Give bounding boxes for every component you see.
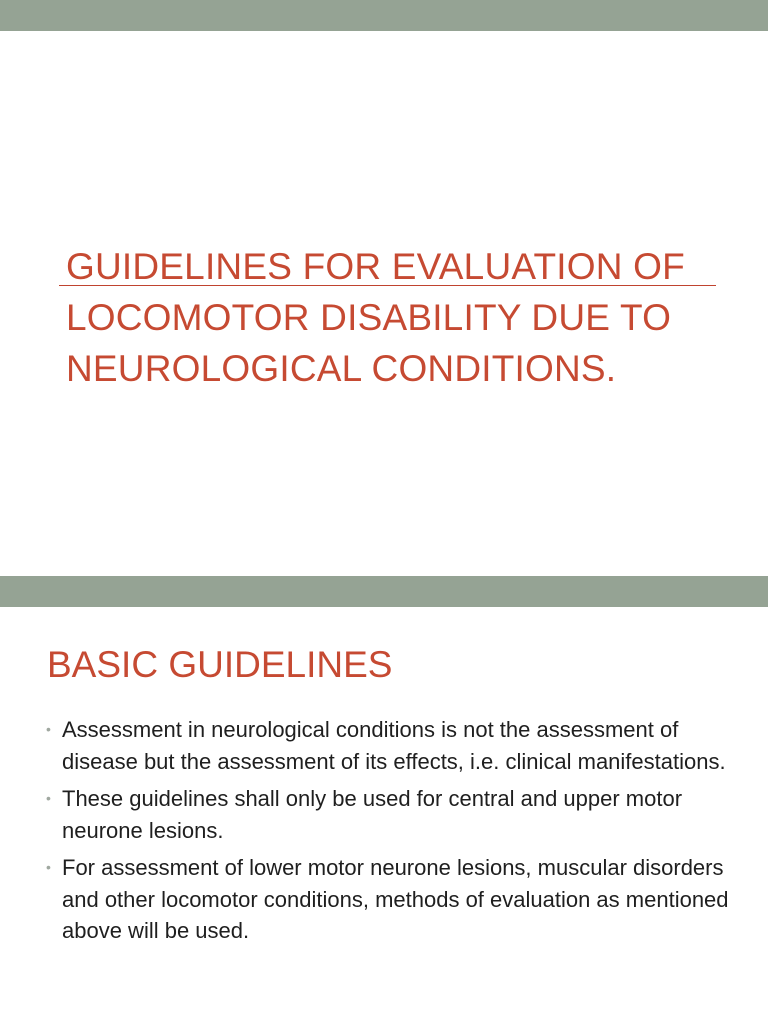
content-slide bbox=[0, 576, 768, 1024]
bullet-icon: • bbox=[46, 859, 51, 875]
slide-top-bar bbox=[0, 576, 768, 607]
bullet-text: For assessment of lower motor neurone lesions, muscular disorders and other locomotor conditions, methods of evaluation as mentioned above will be used. bbox=[62, 855, 729, 943]
bullet-list bbox=[46, 714, 736, 953]
bullet-icon: • bbox=[46, 721, 51, 737]
bullet-icon: • bbox=[46, 790, 51, 806]
slide-heading: BASIC GUIDELINES bbox=[47, 644, 393, 685]
bullet-item bbox=[46, 714, 736, 777]
bullet-item bbox=[46, 783, 736, 846]
slide-top-bar bbox=[0, 0, 768, 31]
bullet-text: Assessment in neurological conditions is not the assessment of disease but the assessment of its effects, i.e. clinical manifestations. bbox=[62, 717, 726, 774]
bullet-text: These guidelines shall only be used for central and upper motor neurone lesions. bbox=[62, 786, 683, 843]
slide-title: GUIDELINES FOR EVALUATION OF LOCOMOTOR DISABILITY DUE TO NEUROLOGICAL CONDITIONS. bbox=[66, 246, 685, 389]
bullet-item bbox=[46, 852, 736, 947]
